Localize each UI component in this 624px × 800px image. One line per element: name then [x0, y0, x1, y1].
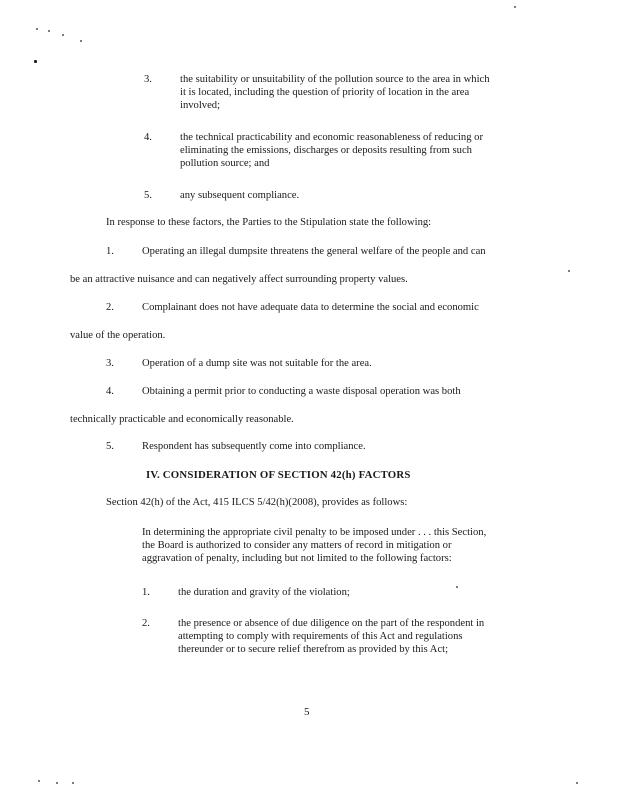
- response-first-line: Operation of a dump site was not suitable for the area.: [142, 358, 372, 369]
- list-number: 1.: [142, 587, 150, 598]
- response-first-line: Complainant does not have adequate data to determine the social and economic: [142, 302, 479, 313]
- list-item-line: pollution source; and: [180, 158, 270, 169]
- list-item-line: eliminating the emissions, discharges or deposits resulting from such: [180, 145, 472, 156]
- scan-speck: [48, 30, 50, 32]
- list-number: 4.: [144, 132, 152, 143]
- scan-speck: [36, 28, 38, 30]
- section-intro: Section 42(h) of the Act, 415 ILCS 5/42(h)(2008), provides as follows:: [106, 497, 408, 508]
- response-number: 4.: [106, 386, 114, 397]
- list-item-line: the suitability or unsuitability of the pollution source to the area in which: [180, 74, 490, 85]
- list-item-line: the technical practicability and economic reasonableness of reducing or: [180, 132, 483, 143]
- section-heading: IV. CONSIDERATION OF SECTION 42(h) FACTORS: [146, 469, 411, 481]
- list-item-line: it is located, including the question of priority of location in the area: [180, 87, 470, 98]
- response-first-line: Obtaining a permit prior to conducting a waste disposal operation was both: [142, 386, 461, 397]
- list-item-line: thereunder or to secure relief therefrom as provided by this Act;: [178, 644, 449, 655]
- list-item-line: involved;: [180, 100, 221, 111]
- scan-speck: [456, 586, 458, 588]
- list-number: 3.: [144, 74, 152, 85]
- block-quote-line: the Board is authorized to consider any matters of record in mitigation or: [142, 540, 452, 551]
- scan-speck: [56, 782, 58, 784]
- response-continuation: be an attractive nuisance and can negatively affect surrounding property values.: [70, 274, 408, 285]
- response-number: 3.: [106, 358, 114, 369]
- scan-speck: [568, 270, 570, 272]
- response-number: 1.: [106, 246, 114, 257]
- scan-speck: [38, 780, 40, 782]
- response-first-line: Operating an illegal dumpsite threatens the general welfare of the people and can: [142, 246, 486, 257]
- block-quote-line: aggravation of penalty, including but not limited to the following factors:: [142, 553, 452, 564]
- response-number: 2.: [106, 302, 114, 313]
- list-item-line: the presence or absence of due diligence on the part of the respondent in: [178, 618, 485, 629]
- scan-speck: [72, 782, 74, 784]
- scan-speck: [34, 60, 37, 63]
- response-first-line: Respondent has subsequently come into compliance.: [142, 441, 366, 452]
- scan-speck: [514, 6, 516, 8]
- scan-speck: [576, 782, 578, 784]
- response-continuation: value of the operation.: [70, 330, 166, 341]
- scan-speck: [80, 40, 82, 42]
- list-item-line: attempting to comply with requirements of this Act and regulations: [178, 631, 463, 642]
- response-intro: In response to these factors, the Parties to the Stipulation state the following:: [106, 217, 432, 228]
- scan-speck: [62, 34, 64, 36]
- list-item-line: any subsequent compliance.: [180, 190, 300, 201]
- block-quote-line: In determining the appropriate civil penalty to be imposed under . . . this Section,: [142, 527, 487, 538]
- response-number: 5.: [106, 441, 114, 452]
- list-number: 2.: [142, 618, 150, 629]
- page-number: 5: [304, 706, 310, 718]
- list-item-line: the duration and gravity of the violation;: [178, 587, 350, 598]
- list-number: 5.: [144, 190, 152, 201]
- response-continuation: technically practicable and economically reasonable.: [70, 414, 294, 425]
